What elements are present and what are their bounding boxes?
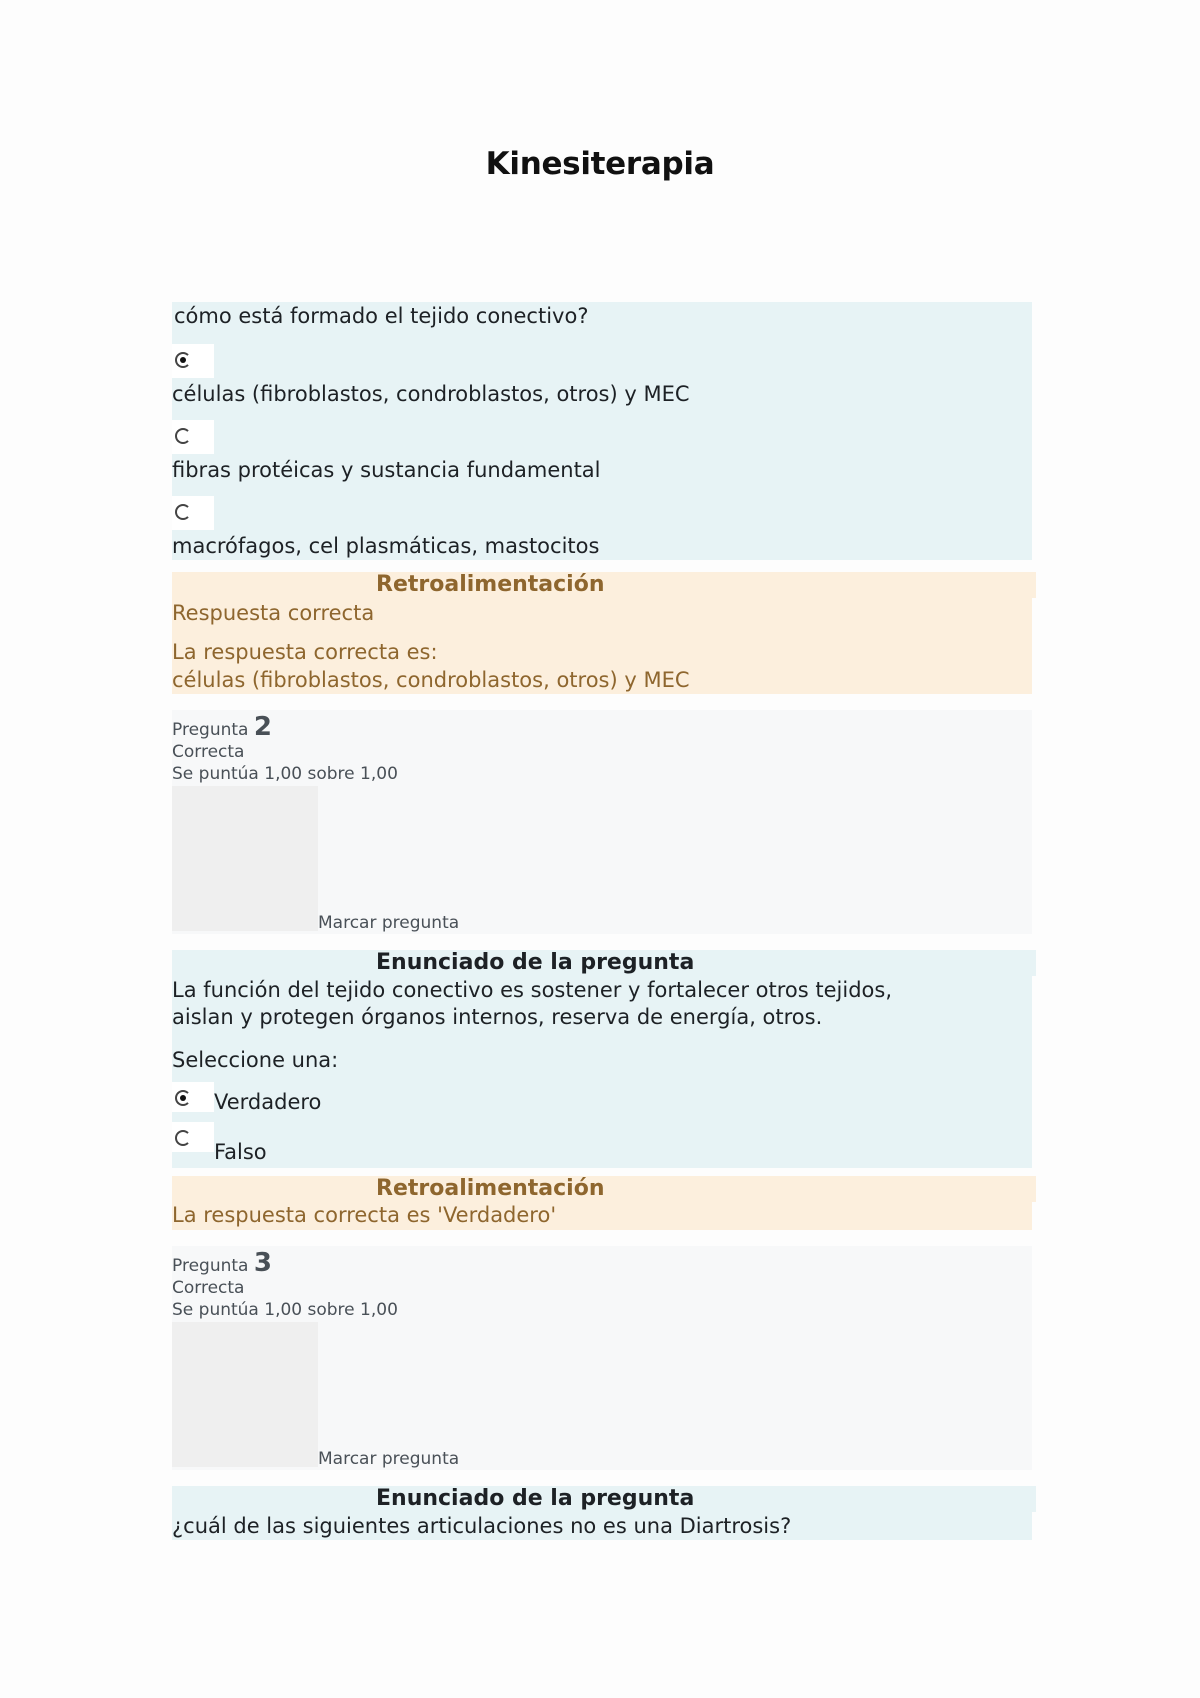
option-3-label[interactable]: macrófagos, cel plasmáticas, mastocitos — [172, 534, 600, 558]
question-3-state: Correcta — [172, 1278, 245, 1298]
question-2-state: Correcta — [172, 742, 245, 762]
question-2-heading: Enunciado de la pregunta — [376, 950, 1036, 976]
radio-selected-dot-icon — [180, 1095, 186, 1101]
question-3-label — [172, 1248, 272, 1278]
radio-ring-icon — [175, 504, 191, 520]
radio-selected-dot-icon — [180, 357, 186, 363]
question-2-text-line1: La función del tejido conectivo es sostener y fortalecer otros tejidos, — [172, 978, 892, 1002]
flag-icon-area[interactable] — [172, 1322, 318, 1467]
question-1-formulation — [172, 302, 1032, 560]
flag-icon-area[interactable] — [172, 786, 318, 931]
option-1-label[interactable]: células (fibroblastos, condroblastos, otros) y MEC — [172, 382, 690, 406]
question-1-prompt: cómo está formado el tejido conectivo? — [174, 304, 589, 328]
question-3-grade: Se puntúa 1,00 sobre 1,00 — [172, 1300, 398, 1320]
question-3-formulation — [172, 1486, 1032, 1540]
question-2-grade: Se puntúa 1,00 sobre 1,00 — [172, 764, 398, 784]
feedback-heading: Retroalimentación — [376, 1176, 1036, 1202]
radio-option-2[interactable] — [172, 420, 214, 454]
question-2-info — [172, 710, 1032, 934]
question-2-feedback — [172, 1176, 1032, 1230]
feedback-heading: Retroalimentación — [376, 572, 1036, 598]
radio-ring-icon — [175, 1130, 191, 1146]
feedback-status: Respuesta correcta — [172, 601, 375, 625]
flag-question-link[interactable]: Marcar pregunta — [318, 913, 460, 933]
select-prompt: Seleccione una: — [172, 1048, 339, 1072]
page-title: Kinesiterapia — [485, 146, 715, 182]
question-2-text-line2: aislan y protegen órganos internos, reserva de energía, otros. — [172, 1005, 823, 1029]
option-falso-label[interactable]: Falso — [214, 1140, 267, 1164]
feedback-intro: La respuesta correcta es: — [172, 640, 438, 664]
radio-option-3[interactable] — [172, 496, 214, 530]
feedback-text: La respuesta correcta es 'Verdadero' — [172, 1203, 557, 1227]
flag-question-link[interactable]: Marcar pregunta — [318, 1449, 460, 1469]
question-3-heading: Enunciado de la pregunta — [376, 1486, 1036, 1512]
radio-ring-icon — [175, 428, 191, 444]
question-label-text: Pregunta — [172, 1256, 249, 1276]
question-label-text: Pregunta — [172, 720, 249, 740]
radio-option-1[interactable] — [172, 344, 214, 378]
question-number: 3 — [253, 1248, 272, 1278]
radio-option-falso[interactable] — [172, 1122, 214, 1152]
option-2-label[interactable]: fibras protéicas y sustancia fundamental — [172, 458, 601, 482]
question-3-text: ¿cuál de las siguientes articulaciones no es una Diartrosis? — [172, 1514, 792, 1538]
question-2-formulation — [172, 950, 1032, 1168]
feedback-answer: células (fibroblastos, condroblastos, otros) y MEC — [172, 668, 690, 692]
question-1-feedback — [172, 572, 1032, 694]
question-2-label — [172, 712, 272, 742]
question-number: 2 — [253, 712, 272, 742]
question-3-info — [172, 1246, 1032, 1470]
radio-option-verdadero[interactable] — [172, 1082, 214, 1112]
option-verdadero-label[interactable]: Verdadero — [214, 1090, 322, 1114]
